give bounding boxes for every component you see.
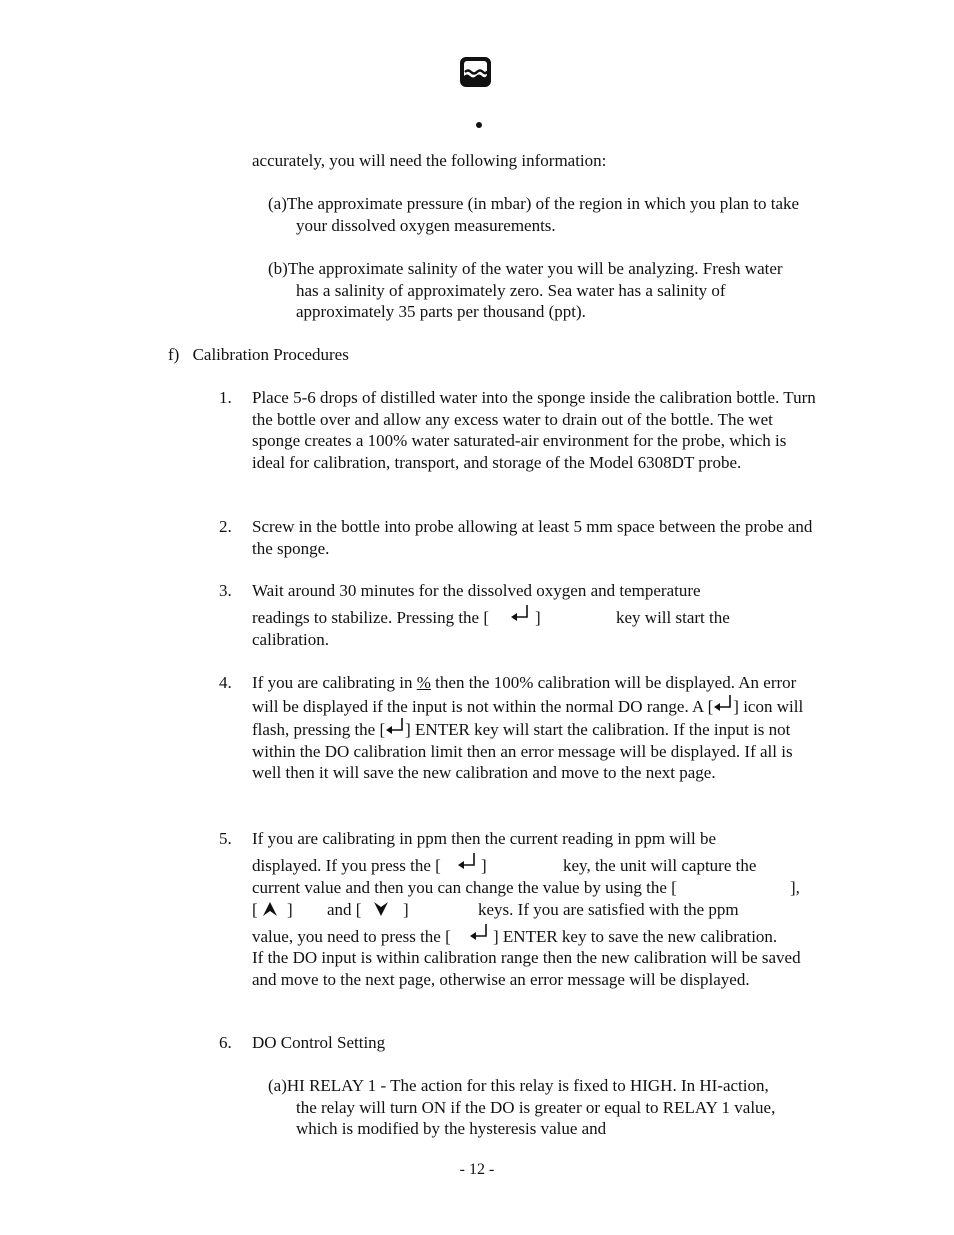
enter-key-icon — [469, 923, 489, 943]
step-text-part: If you are calibrating in — [252, 673, 417, 692]
enter-key-icon — [385, 717, 405, 737]
step-text: Screw in the bottle into probe allowing at least 5 mm space between the probe and the sponge. — [252, 517, 813, 558]
step-text: ] ENTER key to save the new calibration. — [493, 927, 778, 946]
step-text: ] — [287, 900, 293, 919]
step-text: [ — [252, 900, 258, 919]
step-2 — [219, 516, 819, 559]
enter-key-icon — [510, 604, 530, 624]
step-text: key, the unit will capture the — [563, 856, 757, 875]
info-item-text: The approximate pressure (in mbar) of the region in which you plan to take your dissolved oxygen measurements. — [286, 194, 800, 235]
info-item-b — [268, 258, 808, 323]
step-text: If you are calibrating in ppm then the current reading in ppm will be — [252, 829, 717, 848]
page-number: - 12 - — [459, 1161, 495, 1178]
step-text: Place 5-6 drops of distilled water into the sponge inside the calibration bottle. Turn the bottle over and allow any excess water to drain out of the bottle. The wet sponge creates a 100% water saturated-air environment for the probe, which is ideal for calibration, transport, and storage of the Model 6308DT probe. — [252, 388, 816, 472]
down-arrow-key-icon — [372, 901, 390, 918]
step-text — [252, 672, 814, 784]
percent-unit: % — [416, 673, 431, 692]
step-6 — [219, 1032, 819, 1054]
step-text: If the DO input is within calibration range then the new calibration will be saved and move to the next page, otherwise an error message will be displayed. — [252, 948, 801, 989]
step-4 — [219, 672, 819, 784]
section-marker: f) — [168, 345, 180, 364]
enter-key-icon — [457, 852, 477, 872]
info-item-marker: (a) — [268, 194, 287, 213]
section-heading — [168, 344, 349, 366]
step-text-part: ] ENTER key will start the calibration. If the input is not within the DO calibration limit then an error message will be displayed. If all is well then it will save the new calibration and move to the next page. — [252, 720, 793, 783]
step-text: readings to stabilize. Pressing the [ — [252, 608, 490, 627]
info-item-a — [268, 193, 808, 236]
step-5 — [219, 828, 819, 1018]
step-number: 6. — [219, 1033, 232, 1052]
step-text: key will start the — [616, 608, 730, 627]
step-number: 5. — [219, 829, 232, 848]
step-text: Wait around 30 minutes for the dissolved oxygen and temperature — [252, 581, 701, 600]
wave-logo-icon — [460, 57, 491, 87]
step-1 — [219, 387, 819, 473]
relay-marker: (a) — [268, 1076, 287, 1095]
info-item-marker: (b) — [268, 259, 288, 278]
step-text: keys. If you are satisfied with the ppm — [478, 900, 739, 919]
info-item-text: The approximate salinity of the water you will be analyzing. Fresh water has a salinity of approximately zero. Sea water has a salinity of approximately 35 parts per thousand (ppt). — [287, 259, 783, 322]
step-text: displayed. If you press the [ — [252, 856, 441, 875]
step-number: 1. — [219, 388, 232, 407]
step-number: 3. — [219, 581, 232, 600]
step-text: ] — [403, 900, 409, 919]
section-title: Calibration Procedures — [192, 345, 349, 364]
step-text: and [ — [327, 900, 362, 919]
step-text: ], — [790, 878, 800, 897]
step-text: ] — [535, 608, 541, 627]
step-text: value, you need to press the [ — [252, 927, 451, 946]
relay-text: HI RELAY 1 - The action for this relay is fixed to HIGH. In HI-action, the relay will turn ON if the DO is greater or equal to RELAY 1 value, which is modified by the hysteresis value and — [286, 1076, 776, 1139]
step-text: DO Control Setting — [252, 1033, 386, 1052]
step-number: 4. — [219, 673, 232, 692]
up-arrow-key-icon — [261, 901, 279, 918]
step-text-part: then the 100% calibration will be displayed. An error will be displayed if the input is not within the normal DO range. A [ — [252, 673, 797, 716]
step-text: calibration. — [252, 630, 329, 649]
step-3 — [219, 580, 819, 660]
step-text: current value and then you can change the value by using the [ — [252, 878, 677, 897]
step-text-part: ] icon will flash, pressing the [ — [252, 696, 804, 740]
step-text: ] — [481, 856, 487, 875]
relay-item-a — [268, 1075, 780, 1140]
bullet-dot — [476, 122, 482, 128]
enter-key-icon — [713, 694, 733, 714]
step-number: 2. — [219, 517, 232, 536]
intro-text: accurately, you will need the following information: — [252, 151, 607, 170]
